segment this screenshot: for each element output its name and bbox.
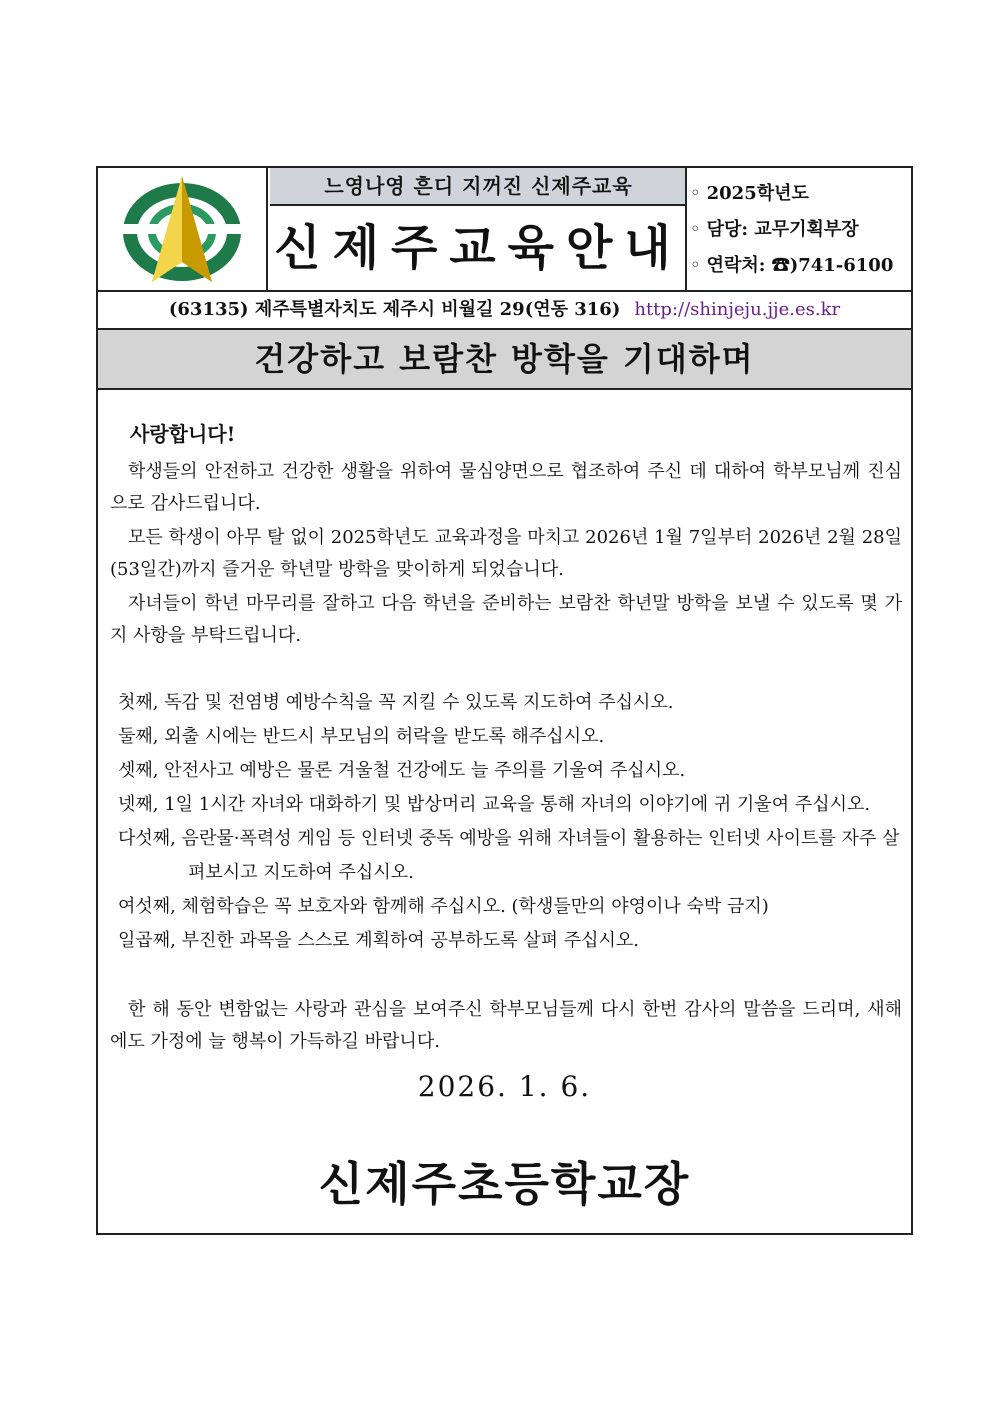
letter-date: 2026. 1. 6. xyxy=(417,1070,592,1103)
bullet: ◦ xyxy=(690,183,701,204)
request-list xyxy=(110,686,902,958)
address-row xyxy=(98,290,911,330)
letter-title: 건강하고 보람찬 방학을 기대하며 xyxy=(98,330,911,390)
info-line-phone xyxy=(690,248,910,284)
header-divider xyxy=(685,168,687,290)
info-phone: 연락처: ☎)741-6100 xyxy=(706,255,894,276)
list-item: 첫째, 독감 및 전염병 예방수칙을 꼭 지킬 수 있도록 지도하여 주십시오. xyxy=(118,692,674,713)
info-box xyxy=(690,176,910,284)
school-url-link[interactable]: http://shinjeju.jje.es.kr xyxy=(634,299,841,320)
letter-body xyxy=(110,390,902,1058)
list-item: 셋째, 안전사고 예방은 물론 겨울철 건강에도 늘 주의를 기울여 주십시오. xyxy=(118,760,686,781)
signature: 신제주초등학교장 xyxy=(318,1157,691,1211)
greeting: 사랑합니다! xyxy=(130,422,236,446)
list-item: 넷째, 1일 1시간 자녀와 대화하기 및 밥상머리 교육을 통해 자녀의 이야기에 귀 기울여 주십시오. xyxy=(118,794,871,815)
list-item: 일곱째, 부진한 과목을 스스로 계획하여 공부하도록 살펴 주십시오. xyxy=(118,930,639,951)
slogan: 느영나영 흔디 지꺼진 신제주교육 xyxy=(270,168,687,206)
paragraph: 학생들의 안전하고 건강한 생활을 위하여 물심양면으로 협조하여 주신 데 대하여 학부모님께 진심으로 감사드립니다. xyxy=(110,461,902,514)
closing-paragraph: 한 해 동안 변함없는 사랑과 관심을 보여주신 학부모님들께 다시 한번 감사의 말씀을 드리며, 새해에도 가정에 늘 행복이 가득하길 바랍니다. xyxy=(110,999,902,1052)
bullet: ◦ xyxy=(690,255,701,276)
info-line-year xyxy=(690,176,910,212)
info-person: 담당: 교무기획부장 xyxy=(706,219,859,240)
logo-cell xyxy=(98,168,268,290)
newsletter-frame xyxy=(96,166,913,1235)
header xyxy=(98,168,911,290)
bullet: ◦ xyxy=(690,219,701,240)
info-year: 2025학년도 xyxy=(706,183,809,204)
paragraph: 모든 학생이 아무 탈 없이 2025학년도 교육과정을 마치고 2026년 1월 7일부터 2026년 2월 28일(53일간)까지 즐거운 학년말 방학을 맞이하게 되었습니다. xyxy=(110,527,902,580)
list-item: 여섯째, 체험학습은 꼭 보호자와 함께해 주십시오. (학생들만의 야영이나 숙박 금지) xyxy=(118,896,769,917)
info-line-contact-person xyxy=(690,212,910,248)
paragraph: 자녀들이 학년 마무리를 잘하고 다음 학년을 준비하는 보람찬 학년말 방학을 보낼 수 있도록 몇 가지 사항을 부탁드립니다. xyxy=(110,593,902,646)
school-address: (63135) 제주특별자치도 제주시 비월길 29(연동 316) xyxy=(168,299,621,320)
school-emblem-icon xyxy=(120,174,244,286)
list-item: 둘째, 외출 시에는 반드시 부모님의 허락을 받도록 해주십시오. xyxy=(118,726,605,747)
list-item: 다섯째, 음란물·폭력성 게임 등 인터넷 중독 예방을 위해 자녀들이 활용하는 인터넷 사이트를 자주 살펴보시고 지도하여 주십시오. xyxy=(118,828,900,883)
masthead-title: 신제주교육안내 xyxy=(274,220,683,276)
